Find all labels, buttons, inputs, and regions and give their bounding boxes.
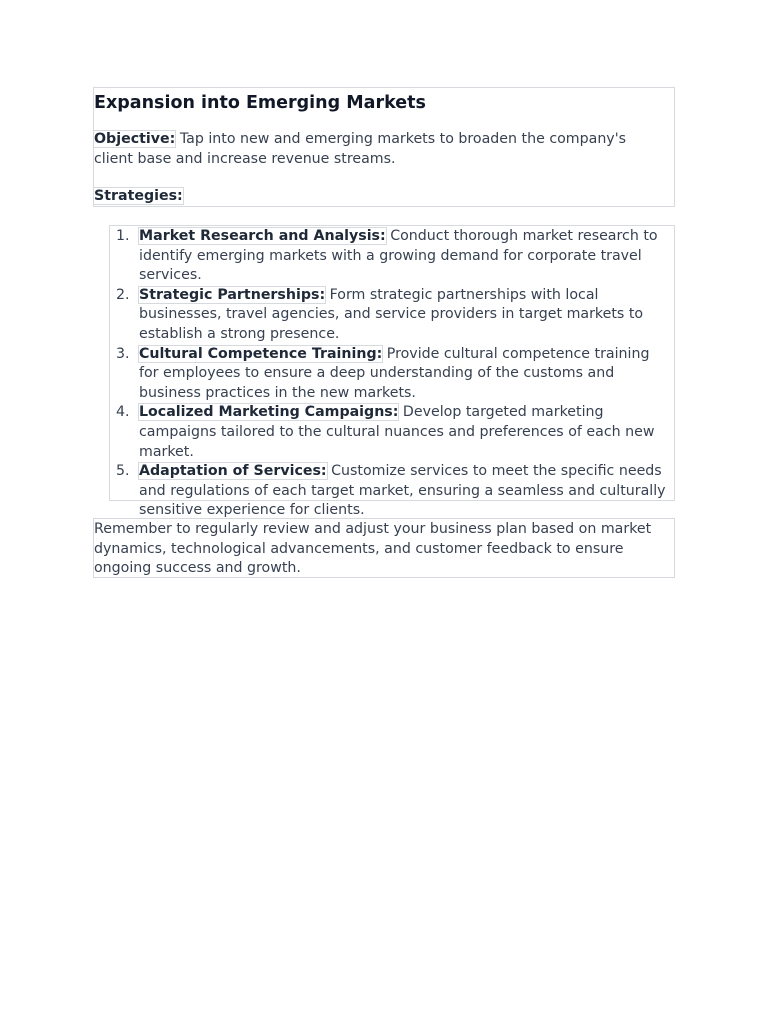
list-item-number: 3.: [116, 345, 130, 362]
list-item-title: Localized Marketing Campaigns:: [139, 404, 399, 421]
list-item-title: Market Research and Analysis:: [139, 228, 386, 244]
strategies-list: [110, 227, 674, 521]
list-item-title: Cultural Competence Training:: [139, 345, 383, 362]
objective-text: Tap into new and emerging markets to broaden the company's client base and increase revenue streams.: [94, 131, 626, 167]
intro-section: [93, 87, 675, 207]
strategies-section: [109, 225, 675, 519]
list-item: [110, 286, 674, 345]
list-item-text: Develop targeted marketing campaigns tailored to the cultural nuances and preferences of each new market.: [139, 404, 655, 460]
list-item-text: Form strategic partnerships with local businesses, travel agencies, and service providers in target markets to establish a strong presence.: [139, 286, 644, 342]
list-item: [110, 403, 674, 462]
list-item-number: 5.: [116, 463, 130, 480]
list-item-title: Strategic Partnerships:: [139, 286, 326, 303]
list-item-number: 4.: [116, 404, 130, 421]
list-item: [110, 227, 674, 286]
strategies-label: Strategies:: [94, 188, 183, 204]
objective-label: Objective:: [94, 131, 176, 147]
document-title: Expansion into Emerging Markets: [94, 93, 426, 113]
list-item: [110, 462, 674, 521]
strategies-heading: [94, 187, 183, 207]
list-item-text: Conduct thorough market research to identify emerging markets with a growing demand for corporate travel services.: [139, 228, 658, 284]
list-item-text: Customize services to meet the specific needs and regulations of each target market, ensuring a seamless and culturally sensitive experience for clients.: [139, 463, 666, 519]
list-item-number: 1.: [116, 228, 130, 244]
list-item: [110, 345, 674, 404]
closing-section: [93, 518, 675, 578]
objective-paragraph: [94, 130, 666, 169]
list-item-title: Adaptation of Services:: [139, 463, 327, 480]
list-item-text: Provide cultural competence training for employees to ensure a deep understanding of the customs and business practices in the new markets.: [139, 345, 650, 401]
list-item-number: 2.: [116, 286, 130, 303]
closing-paragraph: Remember to regularly review and adjust your business plan based on market dynamics, technological advancements, and customer feedback to ensure ongoing success and growth.: [94, 521, 652, 577]
